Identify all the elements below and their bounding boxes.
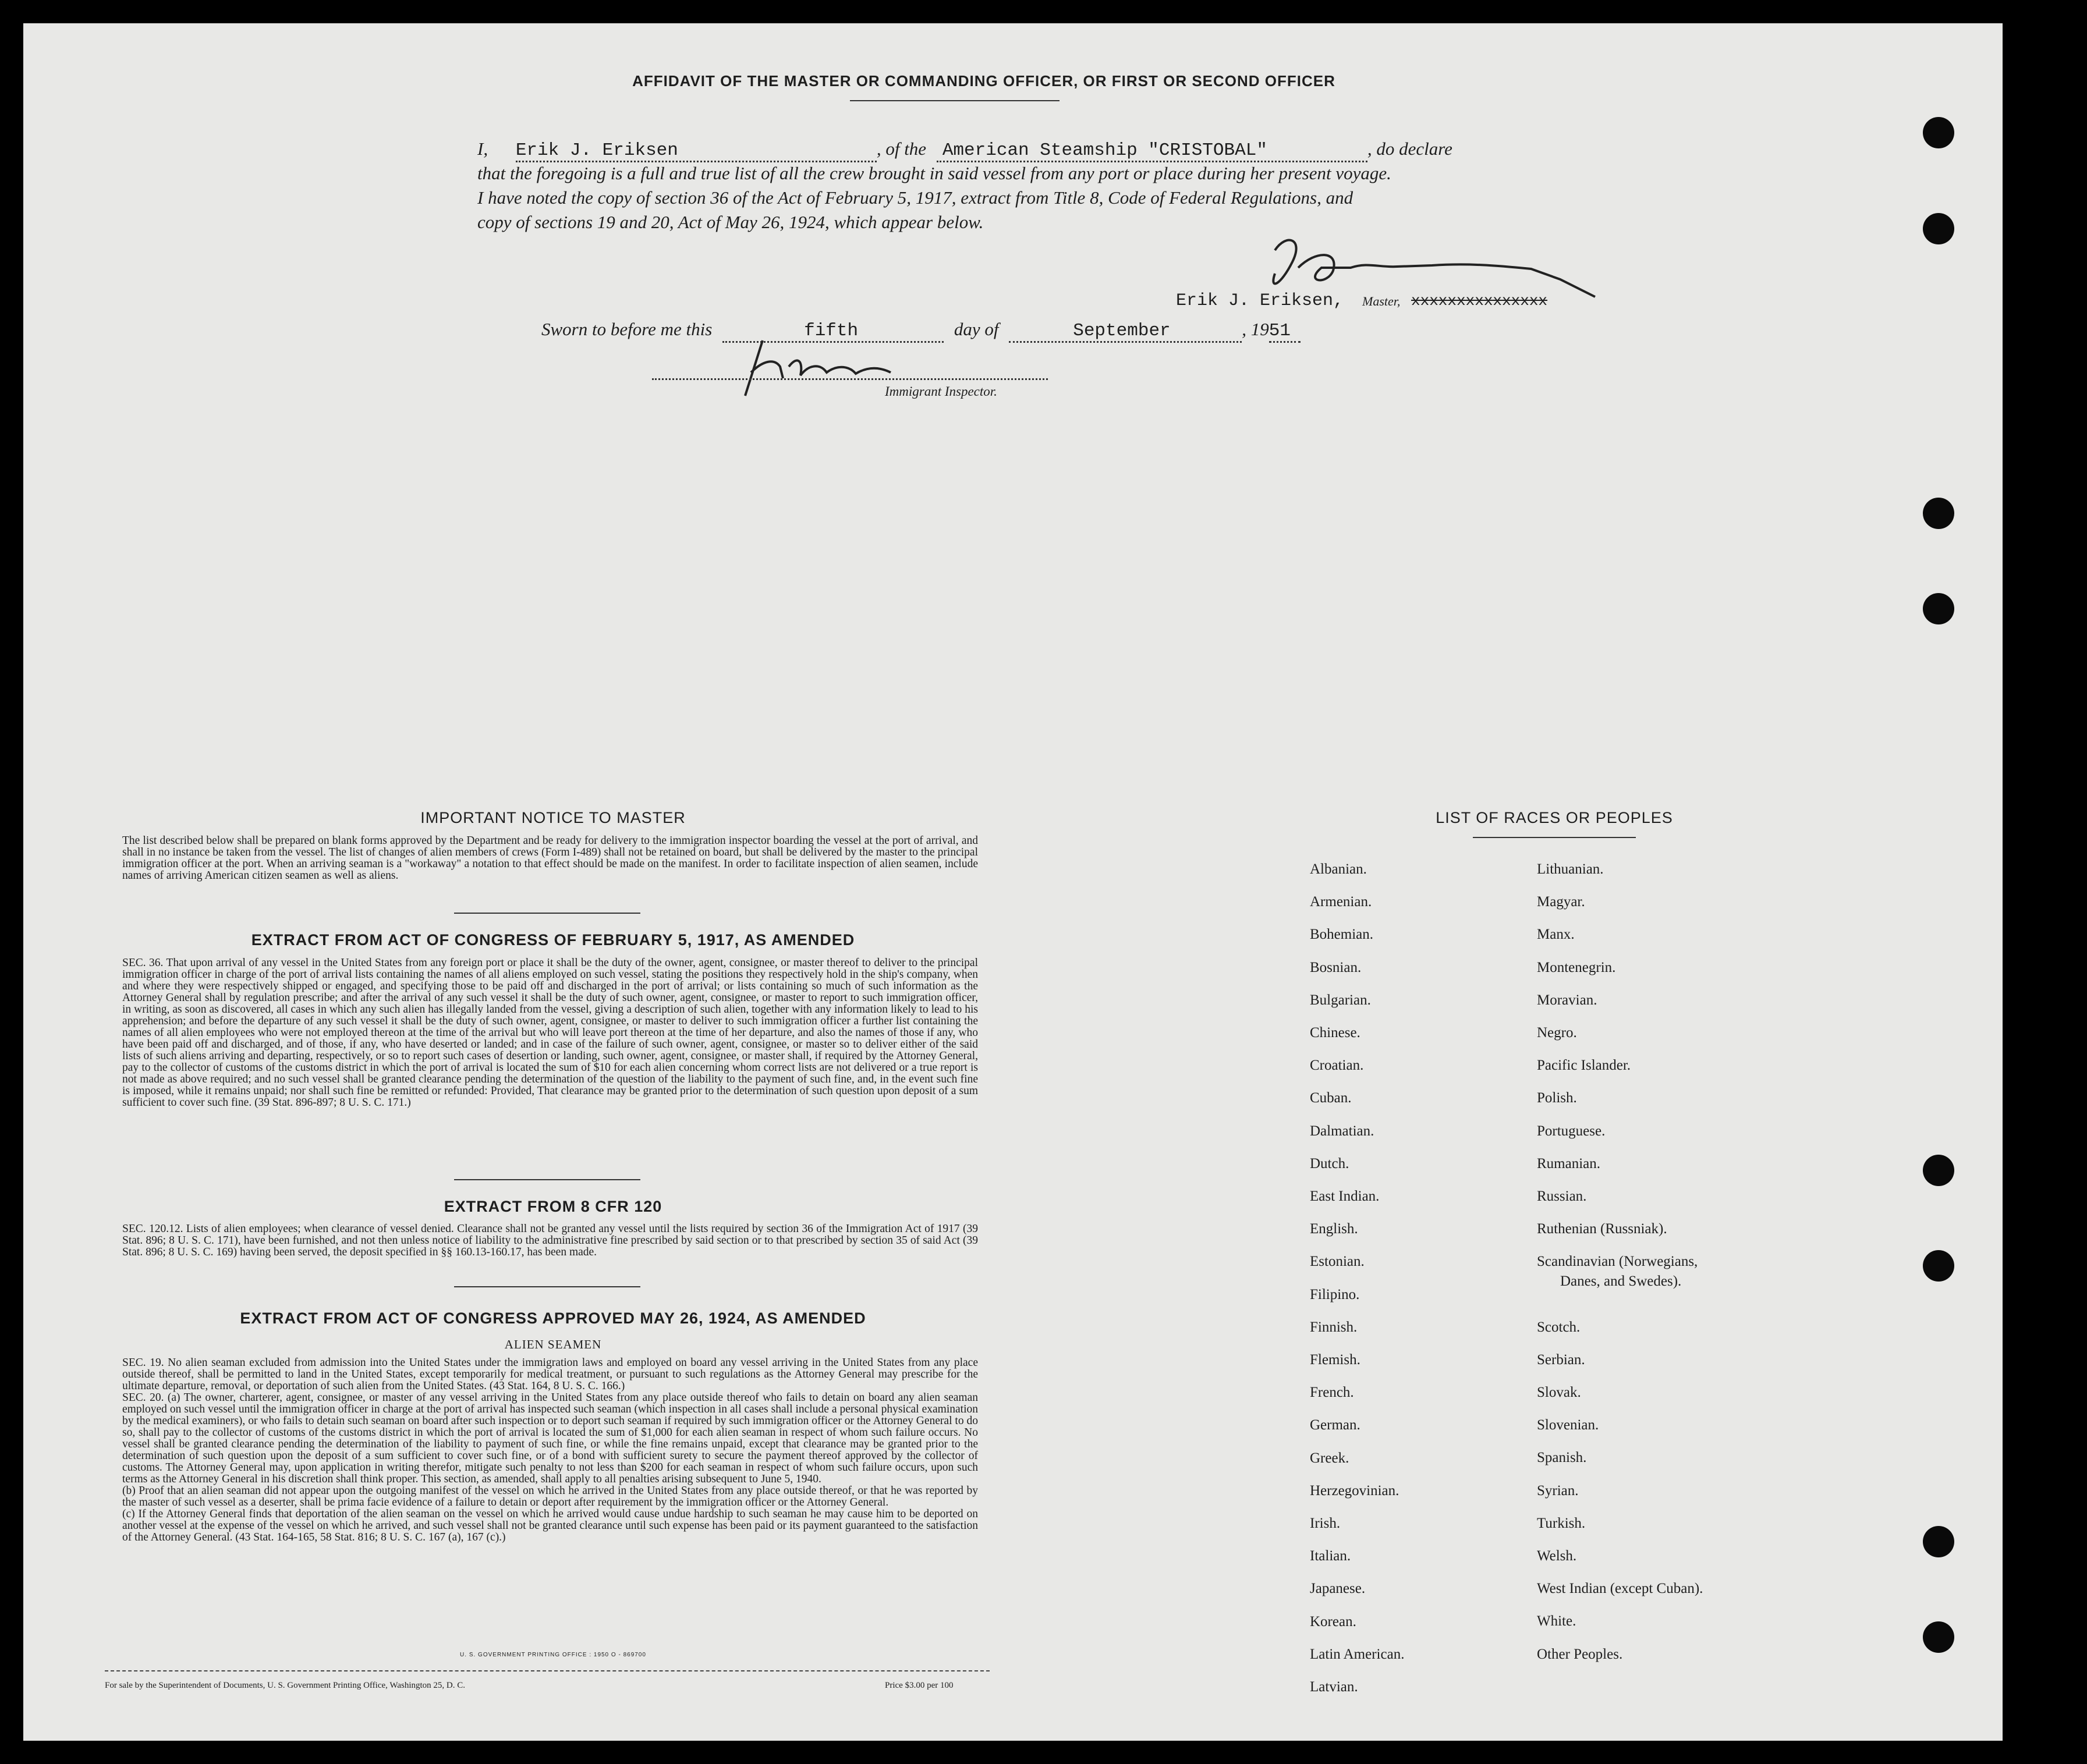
race-item: White. xyxy=(1537,1613,1576,1630)
race-item: Russian. xyxy=(1537,1188,1587,1204)
punch-hole xyxy=(1923,1155,1954,1186)
punch-hole xyxy=(1923,1526,1954,1557)
extract-cfr-body: SEC. 120.12. Lists of alien employees; when clearance of vessel denied. Clearance shall not be granted any vessel until the lists required by section 36 of the Immigration Act of 1917 (39 Stat. 896; 8 U. S. C. 171), have been furnished, and not then unless notice of liability to the administrative fine prescribed by said section or to that prescribed by section 35 of said Act (39 Stat. 896; 8 U. S. C. 169) having been served, the deposit specified in §§ 160.13-160.17, has been made. xyxy=(122,1223,978,1258)
notice-body: The list described below shall be prepared on blank forms approved by the Department and be ready for delivery to the immigration inspector boarding the vessel at the port of arrival, and shall in no instance be taken from the vessel. The list of changes of alien members of crews (Form I-489) shall not be retained on board, but shall be delivered by the master to the principal immigration officer at the port. When an arriving seaman is a "workaway" a notation to that effect should be made on the manifest. In order to facilitate inspection of alien seamen, include names of arriving American citizen seamen as well as aliens. xyxy=(122,835,978,882)
inspector-signature xyxy=(734,332,908,402)
race-item: Scandinavian (Norwegians, xyxy=(1537,1254,1698,1270)
race-item: Manx. xyxy=(1537,927,1575,943)
race-item: French. xyxy=(1310,1385,1354,1401)
race-item: Ruthenian (Russniak). xyxy=(1537,1221,1667,1237)
races-title: LIST OF RACES OR PEOPLES xyxy=(1436,809,1673,826)
race-item: Bulgarian. xyxy=(1310,992,1371,1008)
punch-hole xyxy=(1923,213,1954,244)
race-item: Montenegrin. xyxy=(1537,959,1616,975)
race-item: Japanese. xyxy=(1310,1581,1366,1597)
race-item: Slovenian. xyxy=(1537,1417,1599,1433)
race-item: Latin American. xyxy=(1310,1646,1405,1662)
sec-20c: (c) If the Attorney General finds that deportation of the alien seaman on the vessel on which he arrived would cause undue hardship to such seaman he may cause him to be deported on another vessel at the expense of the vessel on which he arrived, and such vessel shall not be granted clearance until such expense has been paid or its payment guaranteed to the satisfaction of the Attorney General. (43 Stat. 164-165, 58 Stat. 816; 8 U. S. C. 167 (a), 167 (c).) xyxy=(122,1508,978,1543)
race-item: Cuban. xyxy=(1310,1090,1352,1106)
race-item: Croatian. xyxy=(1310,1057,1364,1074)
race-item: Dutch. xyxy=(1310,1155,1349,1172)
race-item: East Indian. xyxy=(1310,1188,1380,1204)
race-item: Syrian. xyxy=(1537,1482,1579,1499)
sec-20a: SEC. 20. (a) The owner, charterer, agent, consignee, or master of any vessel arriving in the United States from any place outside thereof who fails to detain on board any alien seaman employed on such vessel until the immigration officer in charge at the port of arrival has inspected such seaman (which inspection in all cases shall include a personal physical examination by the medical examiners), or who fails to detain such seaman on board after such inspection or to deport such seaman if required by such immigration officer or the Attorney General to do so, shall pay to the collector of customs of the customs district in which the port of arrival is located the sum of $1,000 for each alien seaman in respect of whom such failure occurs. No vessel shall be granted clearance pending the determination of the liability to payment of such fine, or while the fine remains unpaid, except that clearance may be granted prior to the determination of such question upon the deposit of a sum sufficient to cover such fine, or of a bond with sufficient surety to secure the payment thereof approved by the collector of customs. The Attorney General may, upon application in writing therefor, mitigate such penalty to not less than $200 for each seaman in respect of whom such failure occurs, upon such terms as the Attorney General in his discretion shall think proper. This section, as amended, shall apply to all penalties arising subsequent to June 5, 1940. xyxy=(122,1392,978,1485)
inspector-label: Immigrant Inspector. xyxy=(885,384,997,399)
race-item: Welsh. xyxy=(1537,1548,1577,1564)
race-item: Polish. xyxy=(1537,1090,1577,1106)
race-item: Turkish. xyxy=(1537,1515,1586,1531)
race-item: Portuguese. xyxy=(1537,1123,1606,1139)
affidavit-line-3: I have noted the copy of section 36 of the Act of February 5, 1917, extract from Title 8, Code of Federal Regulations, and xyxy=(477,187,1353,208)
alien-seamen-subtitle: ALIEN SEAMEN xyxy=(504,1337,602,1351)
section-rule xyxy=(454,1286,640,1287)
footer-rule xyxy=(105,1670,990,1671)
race-item: Other Peoples. xyxy=(1537,1646,1623,1662)
race-item: Latvian. xyxy=(1310,1679,1358,1695)
race-item: Rumanian. xyxy=(1537,1155,1601,1172)
sworn-month: September xyxy=(1073,321,1171,341)
race-item: Serbian. xyxy=(1537,1351,1585,1368)
race-item: Estonian. xyxy=(1310,1254,1365,1270)
race-item: Armenian. xyxy=(1310,894,1372,910)
race-item: Spanish. xyxy=(1537,1450,1587,1466)
inspector-line xyxy=(652,378,1048,380)
extract-1917-body: SEC. 36. That upon arrival of any vessel in the United States from any foreign port or place it shall be the duty of the owner, agent, consignee, or master thereof to deliver to the principal immigration officer in charge of the port of arrival lists containing the names of all aliens employed on such vessel, stating the positions they respectively hold in the ship's company, when and where they were respectively shipped or engaged, and specifying those to be paid off and discharged in the port of arrival; or lists containing so much of such information as the Attorney General shall by regulation prescribe; and after the arrival of any such vessel it shall be the duty of such owner, agent, consignee, or master to report to such immigration officer, in writing, as soon as discovered, all cases in which any such alien has illegally landed from the vessel, giving a description of such alien, together with any information likely to lead to his apprehension; and before the departure of any such vessel it shall be the duty of such owner, agent, consignee, or master to deliver to such immigration officer a further list containing the names of all alien employees who were not employed thereon at the time of the arrival but who will leave port thereon at the time of her departure, and also the names of those if any, who have been paid off and discharged, and of those, if any, who have deserted or landed; and in case of the failure of such owner, agent, consignee, or master so to deliver either of the said lists of such aliens arriving and departing, respectively, or so to report such cases of desertion or landing, such owner, agent, consignee, or master shall, if required by the Attorney General, pay to the collector of customs of the customs district in which the port of arrival is located the sum of $10 for each alien concerning whom correct lists are not delivered or a true report is not made as above required; and no such vessel shall be granted clearance pending the determination of the question of the liability to the payment of such fine, and, in the event such fine is imposed, while it remains unpaid; nor shall such fine be remitted or refunded: Provided, That clearance may be granted prior to the determination of such question upon deposit of a sum sufficient to cover such fine. (39 Stat. 896-897; 8 U. S. C. 171.) xyxy=(122,957,978,1109)
extract-1924-title: EXTRACT FROM ACT OF CONGRESS APPROVED MAY 26, 1924, AS AMENDED xyxy=(240,1309,866,1327)
punch-hole xyxy=(1923,1250,1954,1282)
affidavit-line-1: I, Erik J. Eriksen , of the American Steamship "CRISTOBAL" , do declare xyxy=(477,139,1452,162)
sworn-line: Sworn to before me this fifth day of September , 1951 xyxy=(541,319,1301,343)
race-item: Korean. xyxy=(1310,1613,1356,1630)
sworn-year: 51 xyxy=(1269,321,1291,341)
sworn-day: fifth xyxy=(804,321,859,341)
master-label: Master, xyxy=(1362,294,1401,308)
section-rule xyxy=(454,1179,640,1180)
notice-title: IMPORTANT NOTICE TO MASTER xyxy=(420,809,686,826)
race-item: Slovak. xyxy=(1537,1385,1581,1400)
race-item: Bohemian. xyxy=(1310,927,1374,943)
race-item: Negro. xyxy=(1537,1025,1577,1041)
sec-20b: (b) Proof that an alien seaman did not appear upon the outgoing manifest of the vessel on which he arrived in the United States from any place outside thereof, or that he was reported by the master of such vessel as a deserter, shall be prima facie evidence of a failure to detain or deport after requirement by the immigration officer or the Attorney General. xyxy=(122,1485,978,1509)
races-rule xyxy=(1473,837,1636,838)
race-item: Bosnian. xyxy=(1310,959,1362,975)
punch-hole xyxy=(1923,498,1954,529)
race-item: Filipino. xyxy=(1310,1286,1360,1302)
sec-19: SEC. 19. No alien seaman excluded from admission into the United States under the immigration laws and employed on board any vessel arriving in the United States from any place outside thereof, shall be permitted to land in the United States, except temporarily for medical treatment, or pursuant to such regulations as the Attorney General may prescribe for the ultimate departure, removal, or deportation of such alien from the United States. (43 Stat. 164, 8 U. S. C. 166.) xyxy=(122,1357,978,1392)
race-item: Greek. xyxy=(1310,1450,1349,1466)
affidavit-line-4: copy of sections 19 and 20, Act of May 26, 1924, which appear below. xyxy=(477,212,984,232)
race-item: Flemish. xyxy=(1310,1352,1360,1368)
affidavit-title: AFFIDAVIT OF THE MASTER OR COMMANDING OFFICER, OR FIRST OR SECOND OFFICER xyxy=(632,72,1335,90)
extract-cfr-title: EXTRACT FROM 8 CFR 120 xyxy=(444,1198,662,1215)
for-sale-line: For sale by the Superintendent of Documents, U. S. Government Printing Office, Washington 25, D. C. xyxy=(105,1681,465,1690)
race-item: Finnish. xyxy=(1310,1319,1358,1335)
document-page xyxy=(23,23,2003,1741)
signer-typed-name: Erik J. Eriksen, xyxy=(1176,291,1344,311)
master-name: Erik J. Eriksen xyxy=(515,140,678,161)
race-item: German. xyxy=(1310,1417,1360,1433)
race-item: English. xyxy=(1310,1221,1358,1237)
race-item: Danes, and Swedes). xyxy=(1560,1273,1682,1290)
title-rule xyxy=(850,100,1060,101)
race-item: Moravian. xyxy=(1537,992,1597,1008)
extract-1924-body xyxy=(122,1357,978,1543)
race-item: Lithuanian. xyxy=(1537,861,1604,877)
price-line: Price $3.00 per 100 xyxy=(885,1681,954,1690)
race-item: Albanian. xyxy=(1310,861,1367,877)
extract-1917-title: EXTRACT FROM ACT OF CONGRESS OF FEBRUARY 5, 1917, AS AMENDED xyxy=(251,931,855,949)
race-item: Scotch. xyxy=(1537,1319,1581,1335)
affidavit-line-2: that the foregoing is a full and true list of all the crew brought in said vessel from any port or place during her present voyage. xyxy=(477,163,1391,183)
punch-hole xyxy=(1923,593,1954,624)
race-item: Herzegovinian. xyxy=(1310,1482,1399,1499)
race-item: Magyar. xyxy=(1537,894,1585,910)
race-item: West Indian (except Cuban). xyxy=(1537,1581,1703,1597)
race-item: Dalmatian. xyxy=(1310,1123,1374,1139)
race-item: Pacific Islander. xyxy=(1537,1057,1631,1074)
struck-title: xxxxxxxxxxxxxxx xyxy=(1411,292,1548,310)
punch-hole xyxy=(1923,117,1954,148)
race-item: Chinese. xyxy=(1310,1025,1360,1041)
vessel-name: American Steamship "CRISTOBAL" xyxy=(942,140,1267,161)
printing-office-line: U. S. GOVERNMENT PRINTING OFFICE : 1950 O - 869700 xyxy=(460,1652,646,1658)
race-item: Italian. xyxy=(1310,1548,1351,1564)
section-rule xyxy=(454,913,640,914)
punch-hole xyxy=(1923,1621,1954,1653)
race-item: Irish. xyxy=(1310,1515,1341,1531)
